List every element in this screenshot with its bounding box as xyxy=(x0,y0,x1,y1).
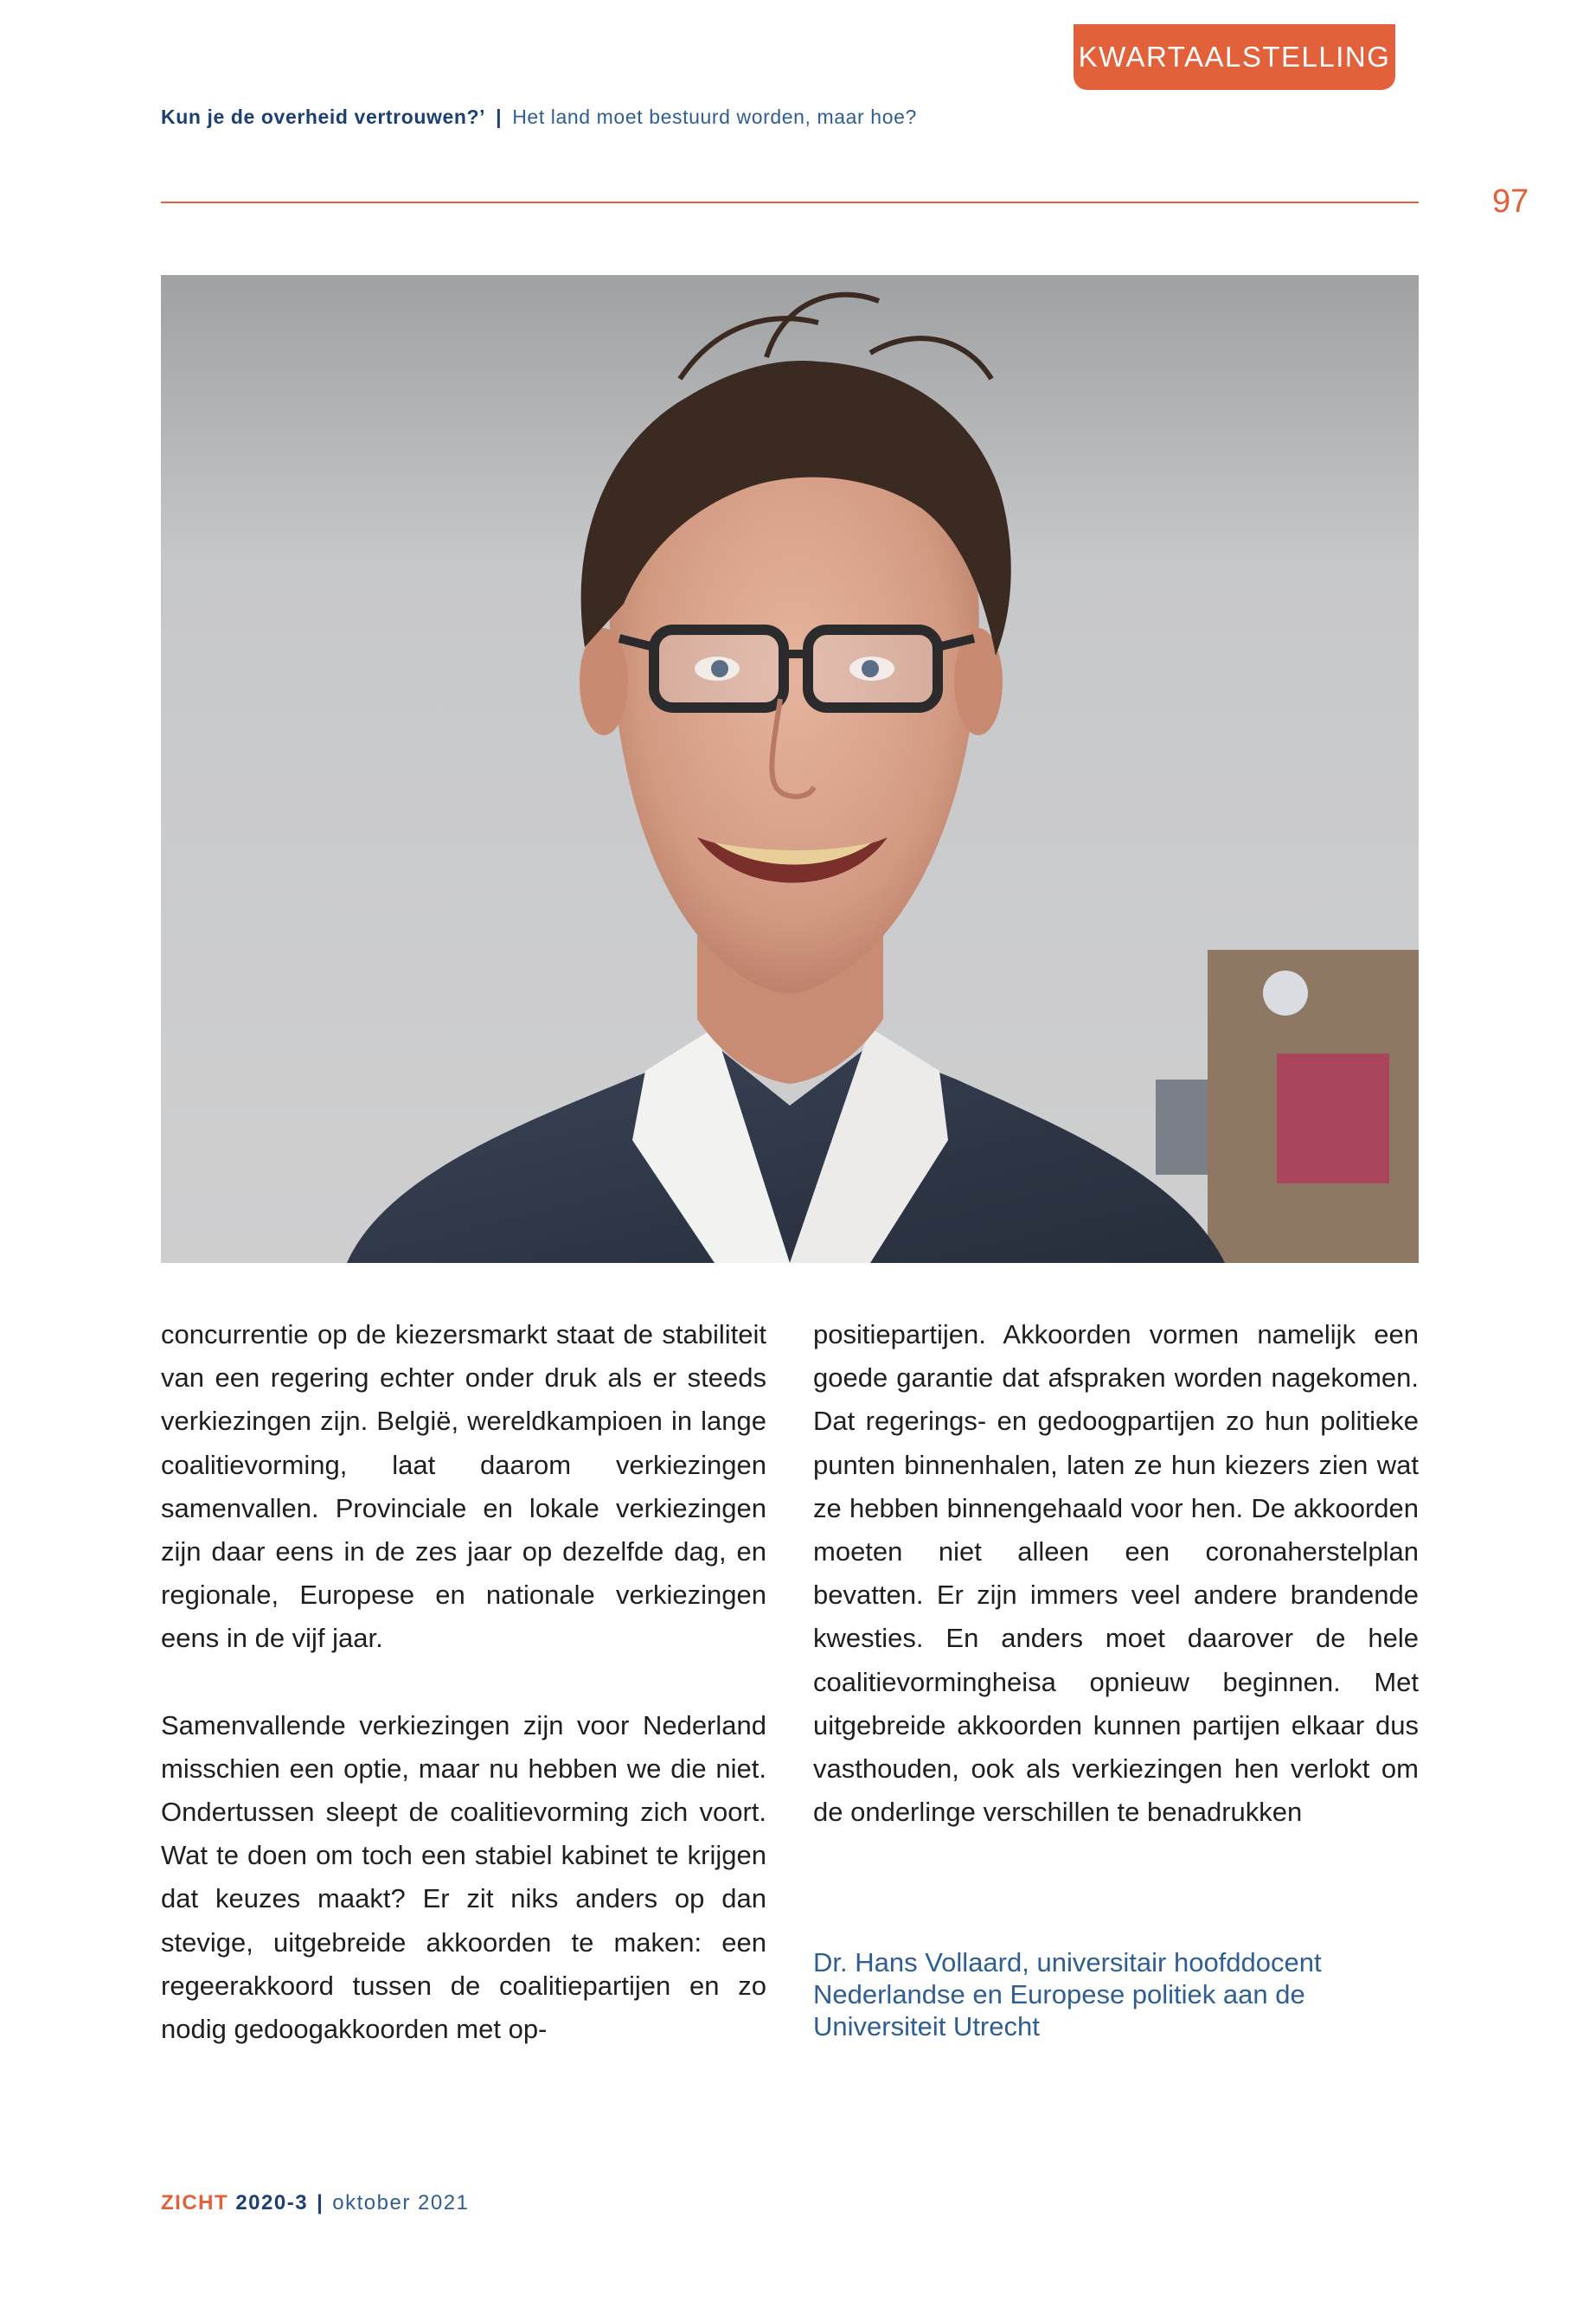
footer xyxy=(161,2191,469,2215)
signature-line: Nederlandse en Europese politiek aan de xyxy=(813,1979,1305,2009)
paragraph: positiepartijen. Akkoorden vormen namelijk een goede garantie dat afspraken worden nagekomen. Dat regerings- en gedoogpartijen zo hun politieke punten binnenhalen, laten ze hun kiezers zien wat ze hebben binnengehaald voor hen. De akkoorden moeten niet alleen een coronaherstelplan bevatten. Er zijn immers veel andere brandende kwesties. En anders moet daarover de hele coalitievormingheisa opnieuw beginnen. Met uitgebreide akkoorden kunnen partijen elkaar dus vasthouden, ook als verkiezingen hen verlokt om de onderlinge verschillen te benadrukken xyxy=(813,1319,1419,1828)
portrait-illustration xyxy=(161,275,1419,1263)
footer-separator: | xyxy=(317,2191,324,2214)
running-head xyxy=(161,106,917,129)
running-separator: | xyxy=(496,106,503,128)
page-number: 97 xyxy=(1492,183,1529,220)
paragraph: Samenvallende verkiezingen zijn voor Nederland misschien een optie, maar nu hebben we die niet. Ondertussen sleept de coalitievorming zich voort. Wat te doen om toch een stabiel kabinet te krijgen dat keuzes maakt? Er zit niks anders op dan stevige, uitgebreide akkoorden te maken: een regeerakkoord tussen de coalitiepartijen en zo nodig gedoogakkoorden met op- xyxy=(161,1709,766,2045)
signature-line: Universiteit Utrecht xyxy=(813,2011,1040,2041)
footer-issue: 2020-3 xyxy=(235,2191,309,2214)
footer-brand: ZICHT xyxy=(161,2191,229,2214)
running-subtitle: Het land moet bestuurd worden, maar hoe? xyxy=(512,106,917,128)
portrait-photo xyxy=(161,275,1419,1263)
paragraph: concurrentie op de kiezersmarkt staat de stabiliteit van een regering echter onder druk als er steeds verkiezingen zijn. België, wereldkampioen in lange coalitievorming, laat daarom verkiezingen samenvallen. Provinciale en lokale verkiezingen zijn daar eens in de zes jaar op dezelfde dag, en regionale, Europese en nationale verkiezingen eens in de vijf jaar. xyxy=(161,1319,766,1654)
right-column xyxy=(813,1313,1419,1877)
footer-date: oktober 2021 xyxy=(332,2191,470,2214)
section-tab: KWARTAALSTELLING xyxy=(1074,24,1395,90)
author-signature xyxy=(813,1946,1419,2042)
header-rule xyxy=(161,202,1419,203)
running-title: Kun je de overheid vertrouwen?’ xyxy=(161,106,486,128)
left-column xyxy=(161,1313,766,2094)
signature-line: Dr. Hans Vollaard, universitair hoofddocent xyxy=(813,1947,1322,1977)
